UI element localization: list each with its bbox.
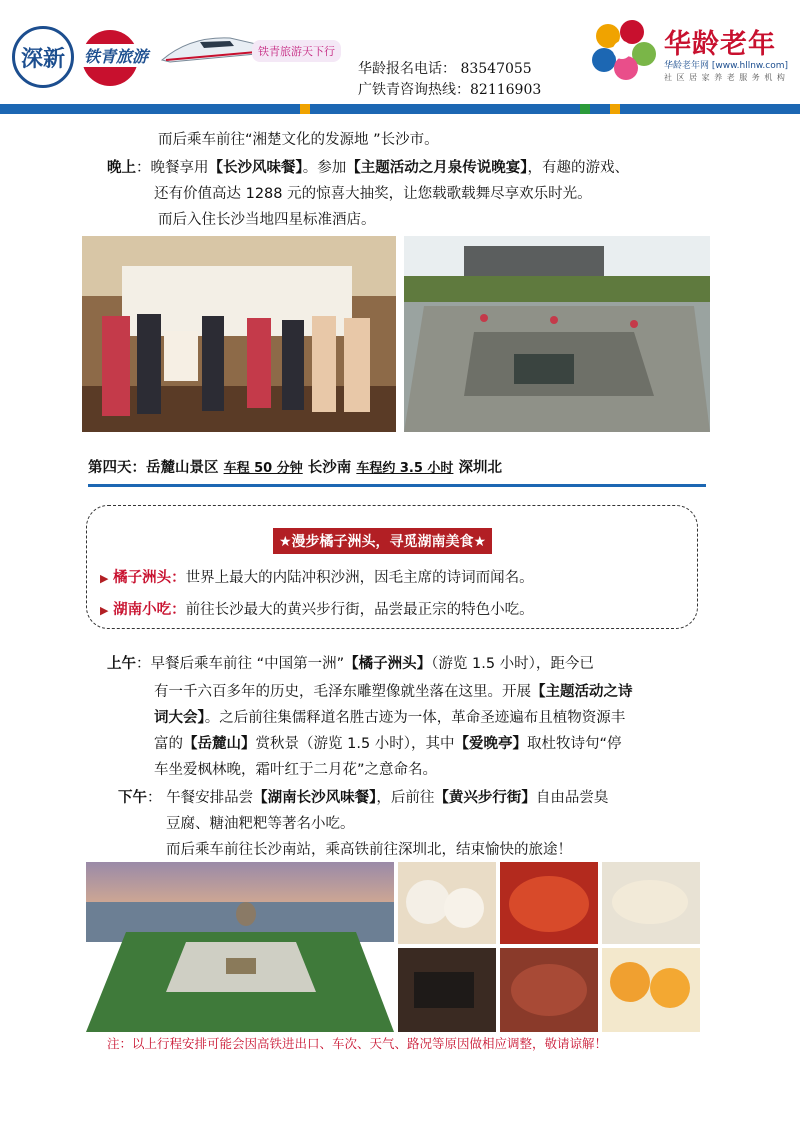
morning-text: （游览 1.5 小时），距今已	[431, 656, 594, 672]
train-icon	[160, 30, 260, 66]
morning-text: 取杜牧诗句“停	[527, 736, 622, 752]
evening-post: ，有趣的游戏、	[527, 160, 629, 176]
morning-text: 赏秋景（游览 1.5 小时），其中	[255, 736, 455, 752]
tieqing-logo-text: 铁青旅游	[82, 44, 150, 67]
highlight-label: 湖南小吃：	[113, 602, 186, 618]
morning-text: 。之后前往集儒释道名胜古迹为一体，革命圣迹遍布且植物资源丰	[204, 710, 626, 726]
day4-leg2: 车程约 3.5 小时	[356, 461, 454, 476]
morning-bold: 【爱晚亭】	[454, 736, 528, 752]
bullet-triangle-icon: ▶	[100, 572, 109, 585]
morning-line-1	[107, 652, 594, 673]
page-header	[0, 0, 800, 118]
morning-text: 有一千六百多年的历史，毛泽东雕塑像就坐落在这里。开展	[154, 684, 531, 700]
morning-line-5: 车坐爱枫林晚，霜叶红于二月花”之意命名。	[154, 762, 438, 778]
morning-bold: 【主题活动之诗	[531, 684, 633, 700]
afternoon-line-1	[118, 786, 608, 807]
morning-text: 富的	[154, 736, 183, 752]
hualing-website: 华龄老年网 [www.hllnw.com]	[664, 61, 789, 71]
hualing-brand-name: 华龄老年	[664, 29, 776, 60]
stripe-segment	[0, 104, 300, 114]
day4-title: 第四天：岳麓山景区	[88, 460, 219, 476]
evening-mid: 。参加	[302, 160, 347, 176]
banquet-group-photo	[82, 236, 396, 432]
day4-stop2: 深圳北	[458, 460, 502, 476]
afternoon-label: 下午	[118, 790, 147, 806]
morning-line-4	[154, 732, 622, 753]
day4-route	[88, 456, 502, 477]
evening-meal: 【长沙风味餐】	[208, 160, 303, 176]
evening-line-2: 还有价值高达 1288 元的惊喜大抽奖，让您载歌载舞尽享欢乐时光。	[154, 186, 592, 202]
morning-bold: 【岳麓山】	[183, 736, 256, 752]
evening-label: 晚上	[107, 160, 136, 176]
evening-event: 【主题活动之月泉传说晚宴】	[346, 160, 528, 176]
orange-island-aerial-photo	[86, 862, 394, 1032]
morning-bold: 词大会】	[154, 710, 205, 726]
morning-bold: 【橘子洲头】	[344, 656, 432, 672]
morning-line-2	[154, 680, 633, 701]
stripe-segment	[310, 104, 580, 114]
hotel-line: 而后入住长沙当地四星标准酒店。	[158, 212, 376, 228]
afternoon-text: ： 午餐安排品尝	[147, 790, 254, 806]
morning-label: 上午	[107, 656, 136, 672]
stripe-segment	[620, 104, 800, 114]
highlight-item	[100, 598, 534, 619]
stripe-segment	[580, 104, 590, 114]
afternoon-line-2: 豆腐、糖油粑粑等著名小吃。	[166, 816, 355, 832]
day4-stop1: 长沙南	[307, 460, 352, 476]
bullet-triangle-icon: ▶	[100, 604, 109, 617]
section-divider	[88, 484, 706, 487]
return-line: 而后乘车前往长沙南站，乘高铁前往深圳北，结束愉快的旅途！	[166, 842, 572, 858]
disclaimer-note: 注：以上行程安排可能会因高铁进出口、车次、天气、路况等原因做相应调整，敬请谅解！	[107, 1036, 608, 1051]
highlight-text: 世界上最大的内陆冲积沙洲，因毛主席的诗词而闻名。	[185, 570, 534, 586]
afternoon-bold: 【湖南长沙风味餐】	[253, 790, 377, 806]
morning-text: ：早餐后乘车前往 “中国第一洲”	[136, 656, 345, 672]
hualing-flower-logo-icon	[586, 18, 660, 84]
highlight-text: 前往长沙最大的黄兴步行街，品尝最正宗的特色小吃。	[185, 602, 534, 618]
signup-phone: 华龄报名电话： 83547055	[358, 61, 532, 77]
stripe-segment	[300, 104, 310, 114]
evening-pre: ：晚餐享用	[136, 160, 209, 176]
highlight-item	[100, 566, 534, 587]
hualing-subtitle: 社 区 居 家 养 老 服 务 机 构	[664, 73, 786, 82]
shenxin-logo: 深新	[12, 26, 74, 88]
highlights-title: ★漫步橘子洲头，寻觅湖南美食★	[273, 528, 492, 554]
hotline-phone: 广铁青咨询热线：82116903	[358, 82, 542, 98]
slogan-badge: 铁青旅游天下行	[252, 40, 341, 62]
header-color-stripe	[0, 104, 800, 114]
afternoon-bold: 【黄兴步行街】	[434, 790, 536, 806]
arrive-changsha-text: 而后乘车前往“湘楚文化的发源地 ”长沙市。	[158, 132, 439, 148]
afternoon-text: 自由品尝臭	[535, 790, 609, 806]
day4-leg1: 车程 50 分钟	[223, 461, 303, 476]
stripe-segment	[590, 104, 610, 114]
afternoon-text: ，后前往	[376, 790, 435, 806]
hunan-snacks-photo-grid	[398, 862, 700, 1032]
moon-spring-well-photo	[404, 236, 710, 432]
morning-line-3	[154, 706, 625, 727]
highlight-label: 橘子洲头：	[113, 570, 186, 586]
evening-line	[107, 156, 629, 177]
stripe-segment	[610, 104, 620, 114]
